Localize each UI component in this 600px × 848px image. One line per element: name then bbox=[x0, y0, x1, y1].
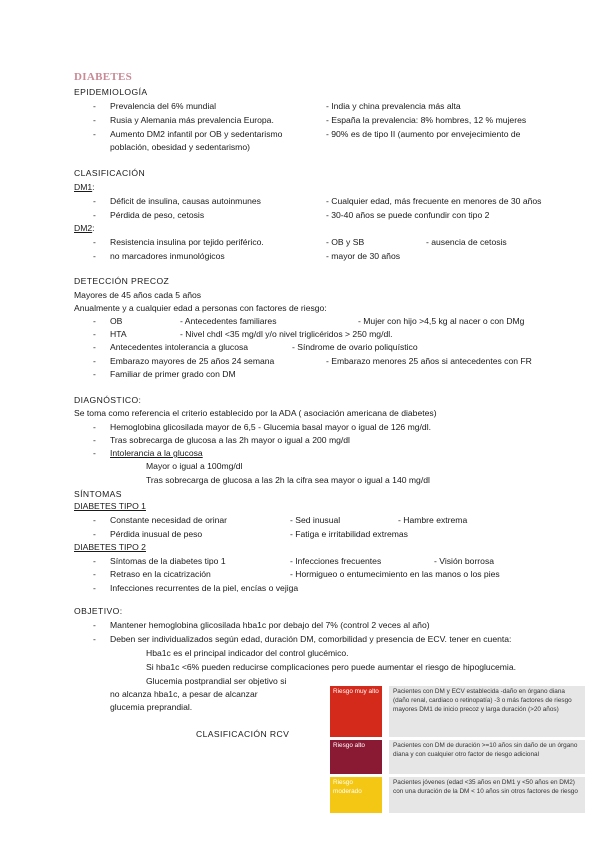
objetivo-left-line: no alcanza hba1c, a pesar de alcanzar bbox=[110, 689, 258, 699]
section-heading-objetivo: OBJETIVO: bbox=[74, 606, 123, 616]
objetivo-subitem: Hba1c es el principal indicador del control glucémico. bbox=[146, 648, 349, 658]
bullet-dash: - bbox=[93, 342, 96, 352]
bullet-dash: - bbox=[93, 129, 96, 139]
section-heading-deteccion: DETECCIÓN PRECOZ bbox=[74, 276, 170, 286]
bullet-dash: - bbox=[93, 329, 96, 339]
symptom-item: - Hambre extrema bbox=[398, 515, 468, 525]
symptom-text: Infecciones frecuentes bbox=[295, 556, 382, 566]
epi-right-item: - 90% es de tipo II (aumento por envejecimiento de bbox=[326, 129, 521, 139]
epi-left-continuation: población, obesidad y sedentarismo) bbox=[110, 142, 250, 152]
intolerancia-line: Mayor o igual a 100mg/dl bbox=[146, 461, 243, 471]
diagnostico-intro: Se toma como referencia el criterio establecido por la ADA ( asociación americana de diabetes) bbox=[74, 408, 437, 418]
dm1-left-item: Pérdida de peso, cetosis bbox=[110, 210, 205, 220]
bullet-dash: - bbox=[93, 422, 96, 432]
bullet-dash: - bbox=[93, 569, 96, 579]
bullet-dash: - bbox=[93, 448, 96, 458]
dm1-right-text: 30-40 años se puede confundir con tipo 2 bbox=[331, 210, 490, 220]
risk-factor: - Nivel chdl <35 mg/dl y/o nivel triglicéridos > 250 mg/dl. bbox=[180, 329, 393, 339]
section-heading-epidemiologia: EPIDEMIOLOGÍA bbox=[74, 87, 148, 97]
symptom-item: Pérdida inusual de peso bbox=[110, 529, 203, 539]
risk-factor: HTA bbox=[110, 329, 127, 339]
bullet-dash: - bbox=[93, 115, 96, 125]
dm2-left-item: no marcadores inmunológicos bbox=[110, 251, 225, 261]
objetivo-item: Mantener hemoglobina glicosilada hba1c por debajo del 7% (control 2 veces al año) bbox=[110, 620, 430, 630]
diabetes-tipo-1-label: DIABETES TIPO 1 bbox=[74, 501, 146, 511]
epi-right-text: 90% es de tipo II (aumento por envejecimiento de bbox=[331, 129, 521, 139]
dm2-left-item: Resistencia insulina por tejido periférico. bbox=[110, 237, 264, 247]
bullet-dash: - bbox=[93, 634, 96, 644]
bullet-dash: - bbox=[93, 369, 96, 379]
risk-cell-moderate: Riesgo moderado bbox=[330, 777, 382, 813]
risk-description-moderate: Pacientes jóvenes (edad <35 años en DM1 y <50 años en DM2) con una duración de la DM < 10 años sin otros factores de riesgo bbox=[389, 777, 585, 813]
bullet-dash: - bbox=[93, 196, 96, 206]
bullet-dash: - bbox=[93, 316, 96, 326]
dm1-right-item: - 30-40 años se puede confundir con tipo 2 bbox=[326, 210, 490, 220]
intolerancia-line: Tras sobrecarga de glucosa a las 2h la cifra sea mayor o igual a 140 mg/dl bbox=[146, 475, 430, 485]
risk-factor-text: Mujer con hijo >4,5 kg al nacer o con DMg bbox=[363, 316, 525, 326]
symptom-item: Retraso en la cicatrización bbox=[110, 569, 211, 579]
risk-factor: Embarazo mayores de 25 años 24 semana bbox=[110, 356, 275, 366]
risk-factor-text: Nivel chdl <35 mg/dl y/o nivel triglicéridos > 250 mg/dl. bbox=[185, 329, 393, 339]
symptom-text: Hormigueo o entumecimiento en las manos o los pies bbox=[295, 569, 500, 579]
symptom-item: - Visión borrosa bbox=[434, 556, 495, 566]
dm2-right-item: - mayor de 30 años bbox=[326, 251, 401, 261]
objetivo-subitem: Si hba1c <6% pueden reducirse complicaciones pero puede aumentar el riesgo de hipoglucemia. bbox=[146, 662, 517, 672]
epi-right-item: - España la prevalencia: 8% hombres, 12 % mujeres bbox=[326, 115, 527, 125]
bullet-dash: - bbox=[93, 237, 96, 247]
dm1-label: DM1: bbox=[74, 182, 95, 192]
bullet-dash: - bbox=[93, 210, 96, 220]
rcv-classification-title: CLASIFICACIÓN RCV bbox=[196, 729, 290, 739]
risk-factor: - Antecedentes familiares bbox=[180, 316, 277, 326]
risk-description-high: Pacientes con DM de duración >=10 años sin daño de un órgano diana y con cualquier otro factor de riesgo adicional bbox=[389, 740, 585, 774]
bullet-dash: - bbox=[93, 101, 96, 111]
symptom-text: Visión borrosa bbox=[439, 556, 495, 566]
deteccion-line: Mayores de 45 años cada 5 años bbox=[74, 290, 202, 300]
risk-factor: Antecedentes intolerancia a glucosa bbox=[110, 342, 249, 352]
epi-right-text: España la prevalencia: 8% hombres, 12 % mujeres bbox=[331, 115, 527, 125]
risk-factor-text: Antecedentes familiares bbox=[184, 316, 277, 326]
objetivo-item: Deben ser individualizados según edad, duración DM, comorbilidad y presencia de ECV. tener en cuenta: bbox=[110, 634, 512, 644]
dm2-label-text: DM2 bbox=[74, 223, 93, 233]
bullet-dash: - bbox=[93, 556, 96, 566]
dm1-right-text: Cualquier edad, más frecuente en menores de 30 años bbox=[331, 196, 542, 206]
epi-left-item: Rusia y Alemania más prevalencia Europa. bbox=[110, 115, 274, 125]
symptom-text: Sed inusual bbox=[295, 515, 341, 525]
section-heading-sintomas: SÍNTOMAS bbox=[74, 489, 122, 499]
risk-factor: - Mujer con hijo >4,5 kg al nacer o con DMg bbox=[358, 316, 525, 326]
dm2-right-text: mayor de 30 años bbox=[331, 251, 401, 261]
deteccion-line: Anualmente y a cualquier edad a personas con factores de riesgo: bbox=[74, 303, 327, 313]
risk-factor: OB bbox=[110, 316, 123, 326]
symptom-text: Hambre extrema bbox=[403, 515, 468, 525]
epi-right-item: - India y china prevalencia más alta bbox=[326, 101, 461, 111]
symptom-item: - Hormigueo o entumecimiento en las manos o los pies bbox=[290, 569, 500, 579]
objetivo-subitem: Glucemia postprandial ser objetivo si bbox=[146, 676, 287, 686]
bullet-dash: - bbox=[93, 435, 96, 445]
symptom-item: Síntomas de la diabetes tipo 1 bbox=[110, 556, 226, 566]
diagnostico-item: Tras sobrecarga de glucosa a las 2h mayor o igual a 200 mg/dl bbox=[110, 435, 350, 445]
epi-right-text: India y china prevalencia más alta bbox=[331, 101, 461, 111]
symptom-item: Constante necesidad de orinar bbox=[110, 515, 228, 525]
symptom-item: Infecciones recurrentes de la piel, encías o vejiga bbox=[110, 583, 299, 593]
bullet-dash: - bbox=[93, 356, 96, 366]
intolerancia-label: Intolerancia a la glucosa bbox=[110, 448, 203, 458]
document-title: DIABETES bbox=[74, 71, 133, 83]
diabetes-tipo-2-label: DIABETES TIPO 2 bbox=[74, 542, 146, 552]
bullet-dash: - bbox=[93, 529, 96, 539]
risk-factor-text: Embarazo menores 25 años si antecedentes con FR bbox=[331, 356, 532, 366]
dm1-right-item: - Cualquier edad, más frecuente en menores de 30 años bbox=[326, 196, 542, 206]
bullet-dash: - bbox=[93, 620, 96, 630]
section-heading-clasificacion: CLASIFICACIÓN bbox=[74, 168, 146, 178]
dm2-extra-text: ausencia de cetosis bbox=[431, 237, 507, 247]
dm1-left-item: Déficit de insulina, causas autoinmunes bbox=[110, 196, 261, 206]
risk-factor: Familiar de primer grado con DM bbox=[110, 369, 236, 379]
risk-cell-high: Riesgo alto bbox=[330, 740, 382, 774]
dm1-label-text: DM1 bbox=[74, 182, 93, 192]
risk-cell-very-high: Riesgo muy alto bbox=[330, 686, 382, 737]
symptom-item: - Sed inusual bbox=[290, 515, 341, 525]
risk-description-very-high: Pacientes con DM y ECV establecida -daño en órgano diana (daño renal, cardiaco o retinopatía) -3 o más factores de riesgo mayores DM1 de inicio precoz y larga duración (>20 años) bbox=[389, 686, 585, 737]
symptom-text: Fatiga e irritabilidad extremas bbox=[295, 529, 408, 539]
section-heading-diagnostico: DIAGNÓSTICO: bbox=[74, 395, 142, 405]
diagnostico-item: Hemoglobina glicosilada mayor de 6,5 - Glucemia basal mayor o igual de 126 mg/dl. bbox=[110, 422, 432, 432]
dm2-extra-item: - ausencia de cetosis bbox=[426, 237, 507, 247]
epi-left-item: Aumento DM2 infantil por OB y sedentarismo bbox=[110, 129, 283, 139]
dm2-right-item: - OB y SB bbox=[326, 237, 365, 247]
risk-factor: - Embarazo menores 25 años si antecedentes con FR bbox=[326, 356, 532, 366]
epi-left-item: Prevalencia del 6% mundial bbox=[110, 101, 217, 111]
objetivo-left-line: glucemia preprandial. bbox=[110, 702, 193, 712]
risk-factor: - Síndrome de ovario poliquístico bbox=[292, 342, 418, 352]
bullet-dash: - bbox=[93, 583, 96, 593]
bullet-dash: - bbox=[93, 515, 96, 525]
dm2-label: DM2: bbox=[74, 223, 95, 233]
symptom-item: - Infecciones frecuentes bbox=[290, 556, 382, 566]
symptom-item: - Fatiga e irritabilidad extremas bbox=[290, 529, 408, 539]
bullet-dash: - bbox=[93, 251, 96, 261]
risk-factor-text: Síndrome de ovario poliquístico bbox=[297, 342, 418, 352]
